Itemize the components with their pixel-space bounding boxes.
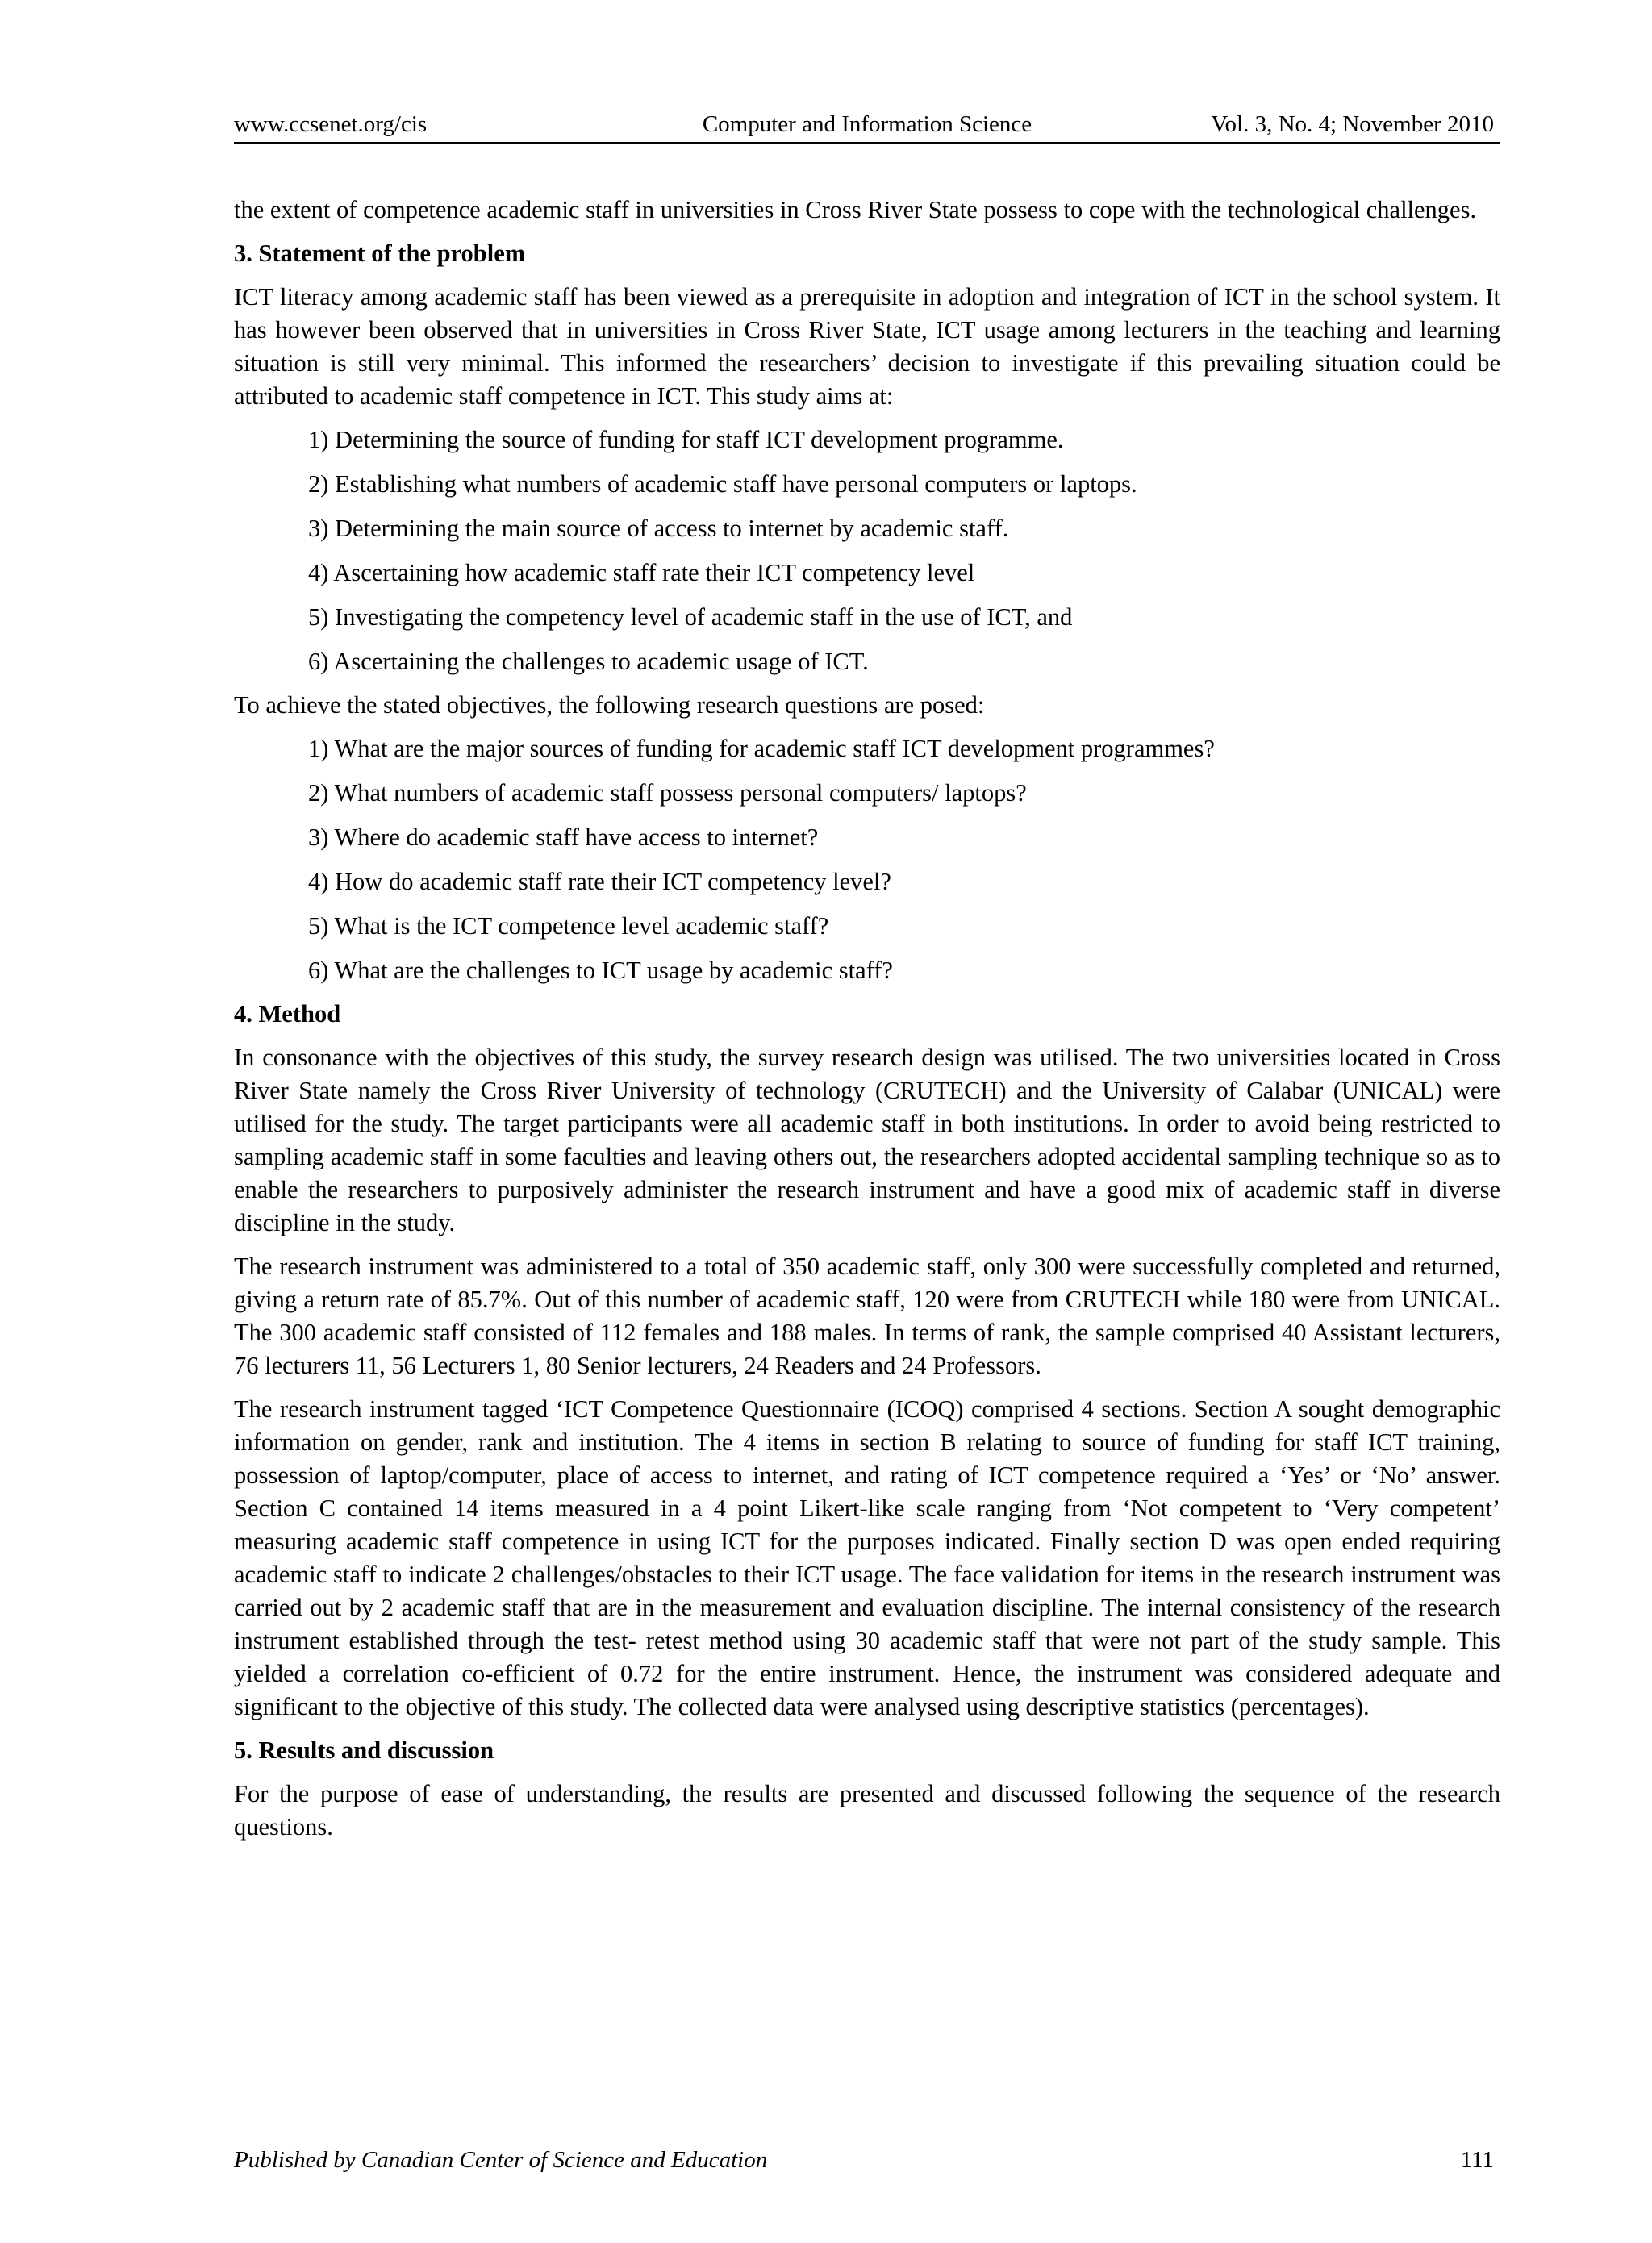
page-number: 111 (1460, 2147, 1494, 2173)
method-paragraph-1: In consonance with the objectives of this study, the survey research design was utilised. The two universities located in Cross River State namely the Cross River University of technology (CRUTECH) and the University of Calabar (UNICAL) were utilised for the study. The target participants were all academic staff in both institutions. In order to avoid being restricted to sampling academic staff in some faculties and leaving others out, the researchers adopted accidental sampling technique so as to enable the researchers to purposively administer the research instrument and have a good mix of academic staff in diverse discipline in the study. (234, 1044, 1500, 1236)
list-item: 1) What are the major sources of funding for academic staff ICT development programmes? (308, 735, 1215, 762)
section-3-paragraph: ICT literacy among academic staff has been viewed as a prerequisite in adoption and integration of ICT in the school system. It has however been observed that in universities in Cross River State, ICT usage among lecturers in the teaching and learning situation is still very minimal. This informed the researchers’ decision to investigate if this prevailing situation could be attributed to academic staff competence in ICT. This study aims at: (234, 283, 1500, 410)
section-5-heading: 5. Results and discussion (234, 1736, 494, 1764)
list-item: 2) Establishing what numbers of academic staff have personal computers or laptops. (308, 470, 1137, 498)
list-item: 6) Ascertaining the challenges to academic usage of ICT. (308, 648, 869, 675)
method-paragraph-2: The research instrument was administered to a total of 350 academic staff, only 300 were successfully completed and returned, giving a return rate of 85.7%. Out of this number of academic staff, 120 were from CRUTECH while 180 were from UNICAL. The 300 academic staff consisted of 112 females and 188 males. In terms of rank, the sample comprised 40 Assistant lecturers, 76 lecturers 11, 56 Lecturers 1, 80 Senior lecturers, 24 Readers and 24 Professors. (234, 1253, 1500, 1379)
list-item: 3) Determining the main source of access to internet by academic staff. (308, 515, 1009, 542)
research-questions-intro: To achieve the stated objectives, the following research questions are posed: (234, 691, 985, 719)
intro-continuation: the extent of competence academic staff in universities in Cross River State possess to cope with the technological challenges. (234, 196, 1477, 223)
section-3-heading: 3. Statement of the problem (234, 240, 526, 267)
research-questions-list (234, 732, 1500, 987)
list-item: 5) What is the ICT competence level academic staff? (308, 912, 829, 940)
article-body (234, 194, 1500, 1854)
volume-issue: Vol. 3, No. 4; November 2010 (1211, 111, 1494, 137)
list-item: 6) What are the challenges to ICT usage by academic staff? (308, 957, 893, 984)
study-aims-list (234, 423, 1500, 678)
method-paragraph-3: The research instrument tagged ‘ICT Competence Questionnaire (ICOQ) comprised 4 sections. Section A sought demographic information on gender, rank and institution. The 4 items in section B relating to source of funding for staff ICT training, possession of laptop/computer, place of access to internet, and rating of ICT competence required a ‘Yes’ or ‘No’ answer. Section C contained 14 items measured in a 4 point Likert-like scale ranging from ‘Not competent to ‘Very competent’ measuring academic staff competence in using ICT for the purposes indicated. Finally section D was open ended requiring academic staff to indicate 2 challenges/obstacles to their ICT usage. The face validation for items in the research instrument was carried out by 2 academic staff that are in the measurement and evaluation discipline. The internal consistency of the research instrument established through the test- retest method using 30 academic staff that were not part of the study sample. This yielded a correlation co-efficient of 0.72 for the entire instrument. Hence, the instrument was considered adequate and significant to the objective of this study. The collected data were analysed using descriptive statistics (percentages). (234, 1395, 1500, 1720)
publisher-line: Published by Canadian Center of Science and Education (234, 2147, 768, 2173)
list-item: 3) Where do academic staff have access to internet? (308, 823, 819, 851)
running-header (234, 106, 1500, 144)
journal-page (234, 0, 1500, 2243)
journal-title: Computer and Information Science (702, 111, 1032, 137)
journal-url: www.ccsenet.org/cis (234, 111, 428, 137)
list-item: 5) Investigating the competency level of academic staff in the use of ICT, and (308, 603, 1073, 631)
list-item: 1) Determining the source of funding for staff ICT development programme. (308, 426, 1064, 453)
list-item: 2) What numbers of academic staff possess personal computers/ laptops? (308, 779, 1027, 807)
results-paragraph: For the purpose of ease of understanding, the results are presented and discussed following the sequence of the research questions. (234, 1780, 1500, 1841)
section-4-heading: 4. Method (234, 1000, 341, 1028)
list-item: 4) How do academic staff rate their ICT competency level? (308, 868, 891, 895)
list-item: 4) Ascertaining how academic staff rate their ICT competency level (308, 559, 975, 586)
